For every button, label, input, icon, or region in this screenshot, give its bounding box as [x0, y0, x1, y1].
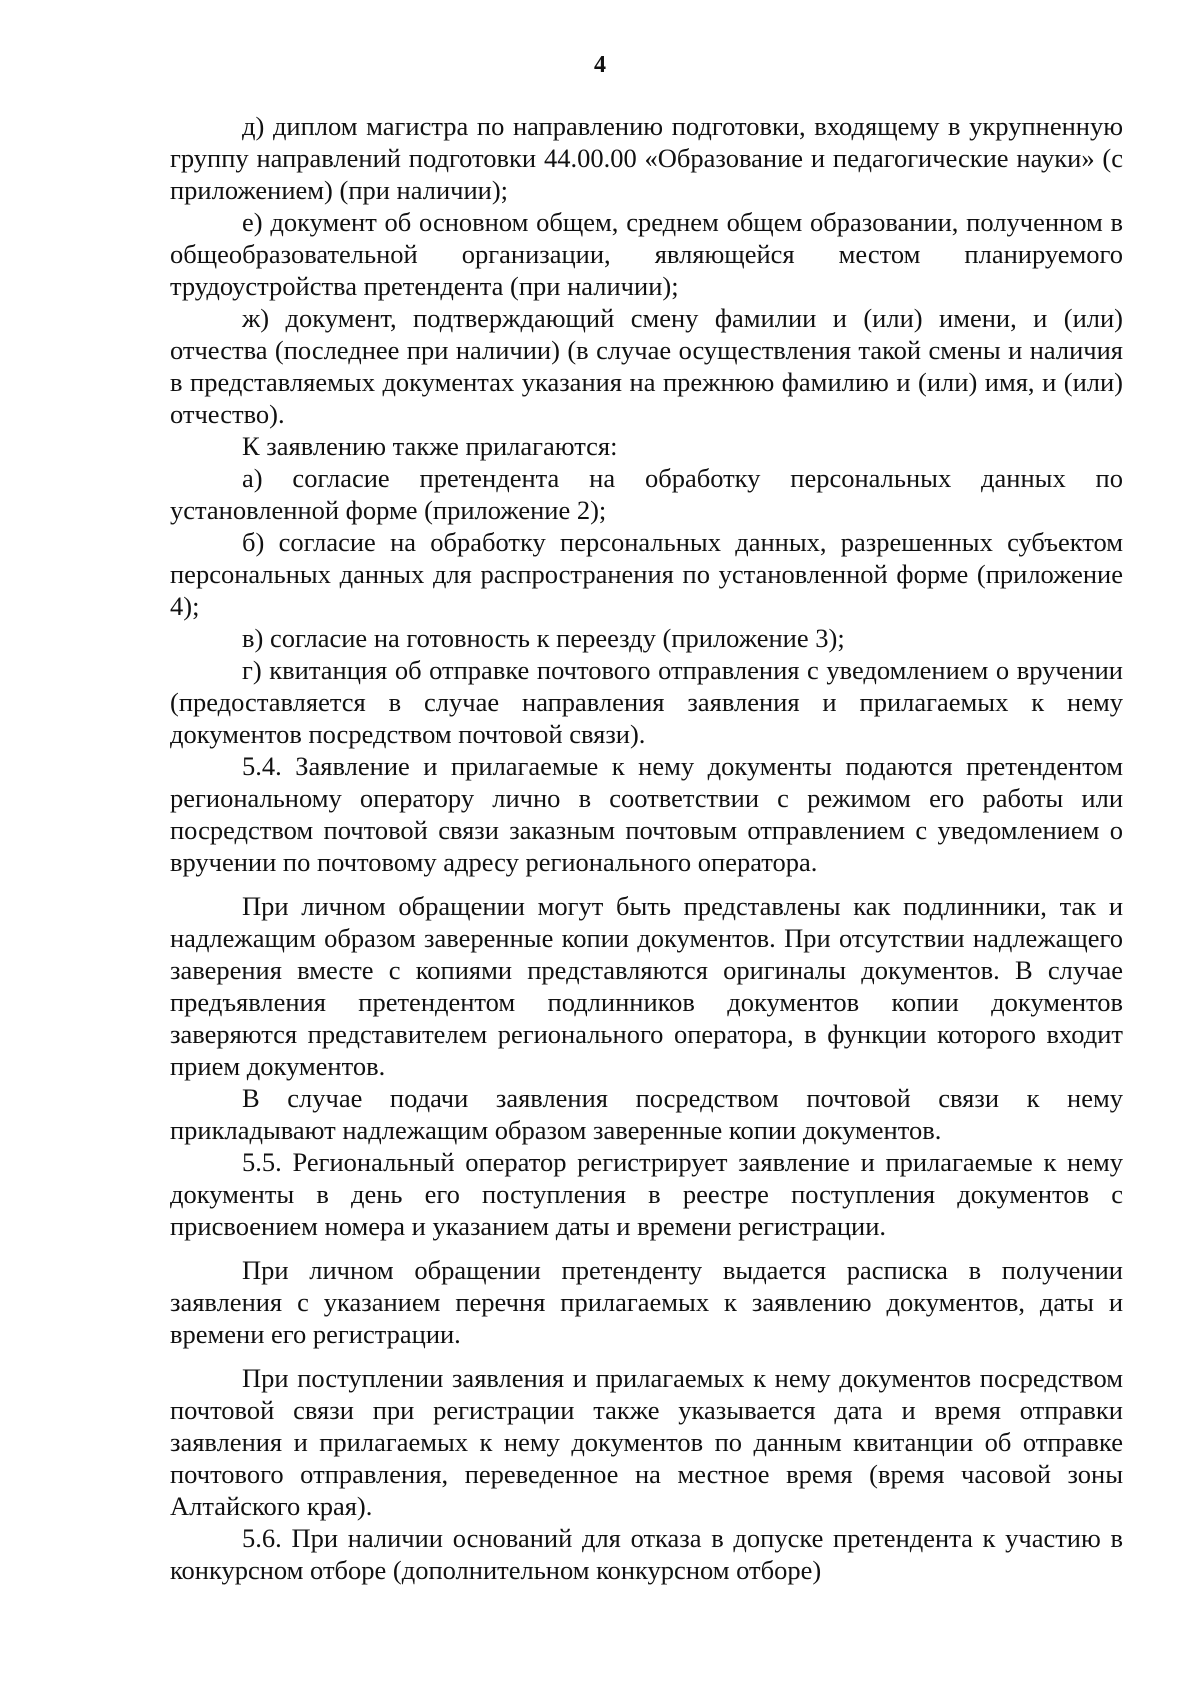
paragraph-personal-submission: При личном обращении могут быть представлены как подлинники, так и надлежащим образом заверенные копии документов. При отсутствии надлежащего заверения вместе с копиями представляются оригиналы документов. В случае предъявления претендентом подлинников документов копии документов заверяются представителем регионального оператора, в функции которого входит прием документов. — [170, 891, 1123, 1081]
document-body — [170, 110, 1123, 1586]
paragraph-postal-submission: В случае подачи заявления посредством почтовой связи к нему прикладывают надлежащим образом заверенные копии документов. — [170, 1083, 1123, 1145]
paragraph-item-e: е) документ об основном общем, среднем общем образовании, полученном в общеобразовательной организации, являющейся местом планируемого трудоустройства претендента (при наличии); — [170, 207, 1123, 301]
paragraph-section-5-4: 5.4. Заявление и прилагаемые к нему документы подаются претендентом региональному оператору лично в соответствии с режимом его работы или посредством почтовой связи заказным почтовым отправлением с уведомлением о вручении по почтовому адресу регионального оператора. — [170, 751, 1123, 877]
paragraph-section-5-6: 5.6. При наличии оснований для отказа в допуске претендента к участию в конкурсном отборе (дополнительном конкурсном отборе) — [170, 1523, 1123, 1585]
page-number: 4 — [594, 52, 606, 78]
paragraph-item-b: б) согласие на обработку персональных данных, разрешенных субъектом персональных данных для распространения по установленной форме (приложение 4); — [170, 527, 1123, 621]
paragraph-receipt: При личном обращении претенденту выдается расписка в получении заявления с указанием перечня прилагаемых к заявлению документов, даты и времени его регистрации. — [170, 1255, 1123, 1349]
paragraph-postal-registration: При поступлении заявления и прилагаемых к нему документов посредством почтовой связи при регистрации также указывается дата и время отправки заявления и прилагаемых к нему документов по данным квитанции об отправке почтового отправления, переведенное на местное время (время часовой зоны Алтайского края). — [170, 1363, 1123, 1521]
paragraph-item-d: д) диплом магистра по направлению подготовки, входящему в укрупненную группу направлений подготовки 44.00.00 «Образование и педагогические науки» (с приложением) (при наличии); — [170, 111, 1123, 205]
paragraph-item-v: в) согласие на готовность к переезду (приложение 3); — [242, 623, 845, 653]
paragraph-item-zh: ж) документ, подтверждающий смену фамилии и (или) имени, и (или) отчества (последнее при наличии) (в случае осуществления такой смены и наличия в представляемых документах указания на прежнюю фамилию и (или) имя, и (или) отчество). — [170, 303, 1123, 429]
paragraph-attachments-intro: К заявлению также прилагаются: — [242, 431, 618, 461]
paragraph-item-g: г) квитанция об отправке почтового отправления с уведомлением о вручении (предоставляется в случае направления заявления и прилагаемых к нему документов посредством почтовой связи). — [170, 655, 1123, 749]
paragraph-item-a: а) согласие претендента на обработку персональных данных по установленной форме (приложение 2); — [170, 463, 1123, 525]
paragraph-section-5-5: 5.5. Региональный оператор регистрирует заявление и прилагаемые к нему документы в день его поступления в реестре поступления документов с присвоением номера и указанием даты и времени регистрации. — [170, 1147, 1123, 1241]
